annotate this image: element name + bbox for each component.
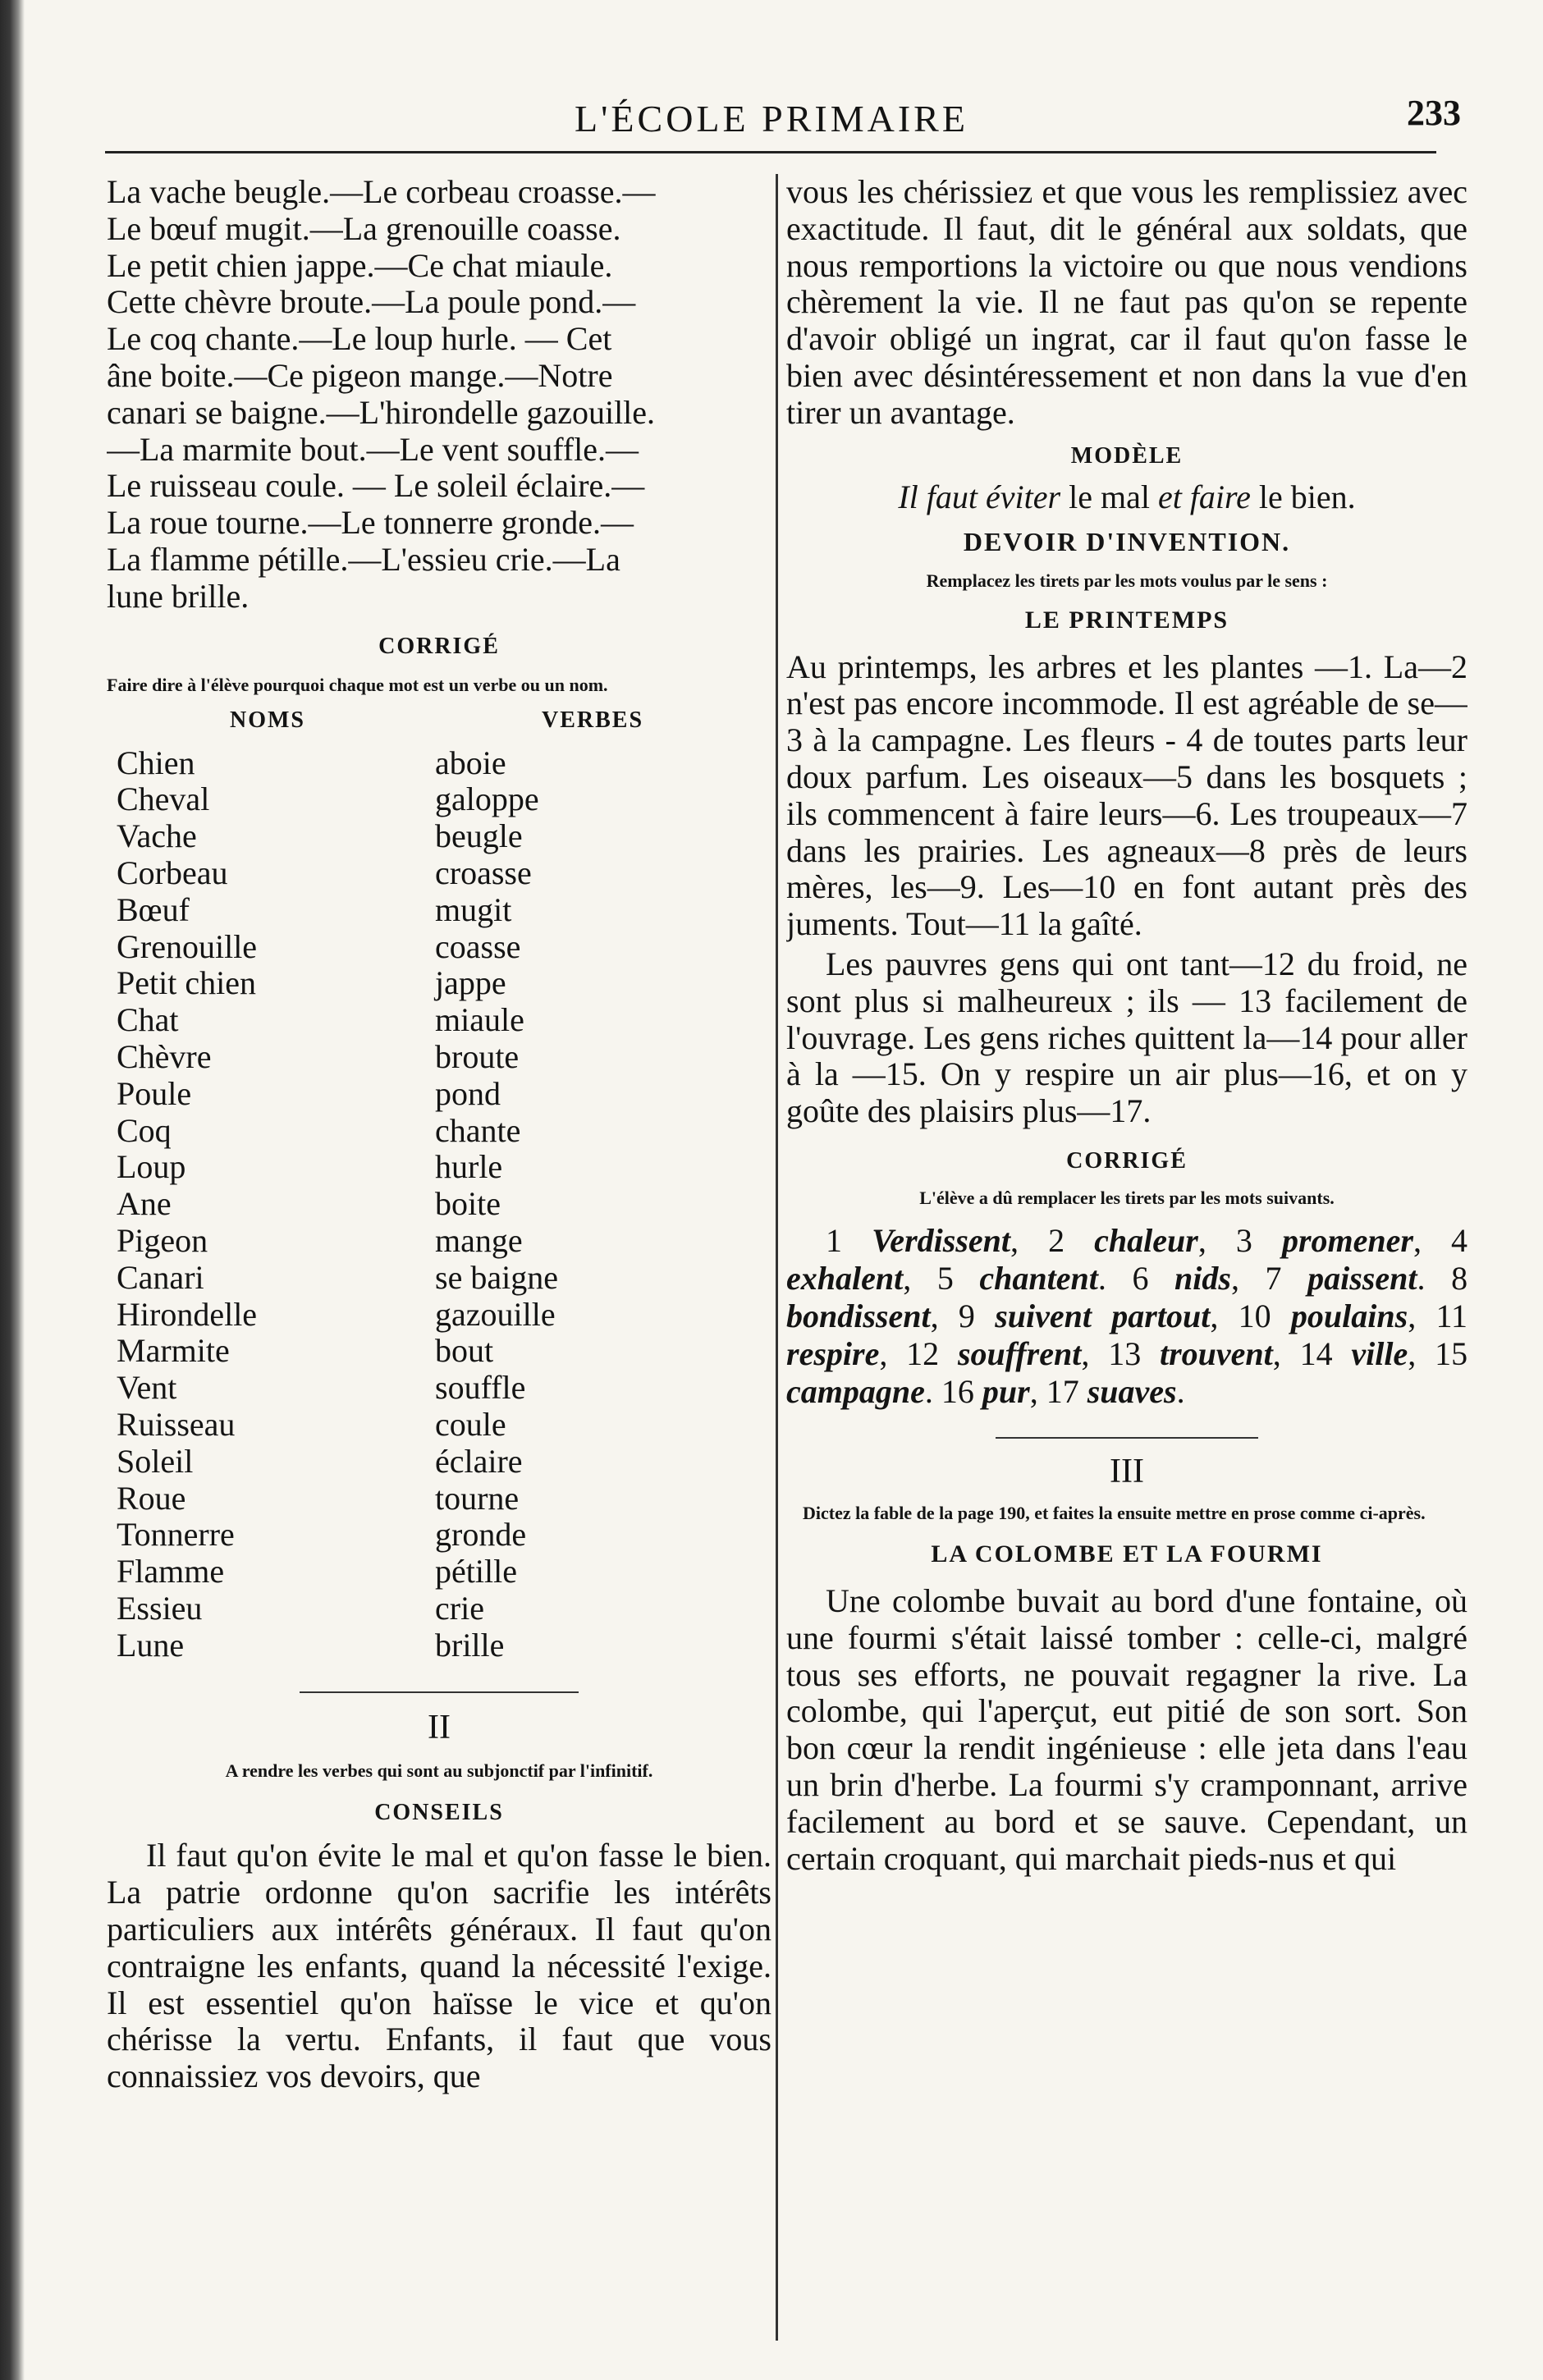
answer-word: suivent partout bbox=[995, 1297, 1211, 1334]
answer-word: chaleur bbox=[1094, 1221, 1198, 1259]
verb-cell: jappe bbox=[435, 964, 506, 1002]
noun-cell: Roue bbox=[117, 1479, 186, 1517]
table-row bbox=[107, 1002, 772, 1039]
intro-line: Cette chèvre broute.—La poule pond.— bbox=[107, 283, 636, 321]
intro-line: canari se baigne.—L'hirondelle gazouille. bbox=[107, 393, 656, 431]
modele-part: et faire bbox=[1157, 478, 1251, 515]
answer-word: nids bbox=[1174, 1259, 1231, 1297]
verb-cell: broute bbox=[435, 1037, 520, 1075]
modele-part: éviter bbox=[986, 478, 1061, 515]
right-column bbox=[786, 174, 1467, 2349]
noun-cell: Poule bbox=[117, 1074, 192, 1112]
verb-cell: tourne bbox=[435, 1479, 520, 1517]
table-row bbox=[107, 965, 772, 1002]
noun-verb-table-header bbox=[107, 707, 772, 734]
noun-cell: Cheval bbox=[117, 780, 210, 818]
table-row bbox=[107, 1627, 772, 1664]
verb-cell: gronde bbox=[435, 1516, 527, 1554]
noun-cell: Vache bbox=[117, 817, 197, 855]
answer-word: exhalent bbox=[786, 1259, 904, 1297]
intro-line: lune brille. bbox=[107, 577, 250, 615]
verb-cell: pétille bbox=[435, 1553, 517, 1590]
verb-cell: hurle bbox=[435, 1148, 503, 1186]
noun-cell: Bœuf bbox=[117, 890, 190, 928]
answer-word: promener bbox=[1281, 1221, 1413, 1259]
table-row bbox=[107, 1113, 772, 1150]
corrige-heading-right: CORRIGÉ bbox=[1066, 1147, 1188, 1174]
verb-cell: coasse bbox=[435, 927, 521, 965]
noun-cell: Coq bbox=[117, 1111, 172, 1149]
verb-cell: galoppe bbox=[435, 780, 539, 818]
nouns-column-header: NOMS bbox=[230, 707, 305, 733]
answer-number: 12 bbox=[906, 1334, 940, 1372]
noun-cell: Tonnerre bbox=[117, 1516, 235, 1554]
answer-number: 11 bbox=[1435, 1297, 1467, 1334]
noun-cell: Loup bbox=[117, 1148, 186, 1186]
column-divider bbox=[776, 174, 778, 2341]
table-row bbox=[107, 855, 772, 892]
intro-line: Le bœuf mugit.—La grenouille coasse. bbox=[107, 209, 621, 247]
answer-number: 6 bbox=[1132, 1259, 1149, 1297]
noun-cell: Corbeau bbox=[117, 854, 228, 891]
table-row bbox=[107, 929, 772, 966]
fable-text: Une colombe buvait au bord d'une fontaine, où une fourmi s'était laissé tomber : celle-ci, malgré tous ses efforts, ne pouvait regagner la rive. La colombe, qui l'aperçut, eut pitié de son sort. Son bon cœur la rendit ingénieuse : elle jeta dans l'eau un brin d'herbe. La fourmi s'y cramponnant, arrive facilement au bord et se sauve. Cependant, un certain croquant, qui marchait pieds-nus et qui bbox=[786, 1581, 1467, 1877]
conseils-heading: CONSEILS bbox=[374, 1800, 504, 1826]
modele-part: le bien. bbox=[1250, 478, 1356, 515]
modele-part: le mal bbox=[1060, 478, 1158, 515]
noun-cell: Lune bbox=[117, 1626, 185, 1664]
verb-cell: se baigne bbox=[435, 1258, 558, 1296]
left-column bbox=[107, 174, 772, 2349]
verb-cell: croasse bbox=[435, 854, 532, 891]
verb-cell: miaule bbox=[435, 1001, 524, 1039]
table-row bbox=[107, 1517, 772, 1554]
printemps-paragraph: Les pauvres gens qui ont tant—12 du froid, ne sont plus si malheureux ; ils — 13 facilement de l'ouvrage. Les gens riches quittent la—14 pour aller à la —15. On y respire un air plus—16, et on y goûte des plaisirs plus—17. bbox=[786, 945, 1467, 1130]
section-three-instruction: Dictez la fable de la page 190, et faites la ensuite mettre en prose comme ci-après. bbox=[803, 1502, 1426, 1523]
verb-cell: mugit bbox=[435, 890, 512, 928]
answer-number: 1 bbox=[826, 1221, 842, 1259]
intro-line: Le coq chante.—Le loup hurle. — Cet bbox=[107, 320, 612, 358]
table-row bbox=[107, 1149, 772, 1186]
answer-word: poulains bbox=[1290, 1297, 1408, 1334]
table-row bbox=[107, 745, 772, 782]
section-three-numeral: III bbox=[1110, 1452, 1144, 1490]
answer-word: suaves bbox=[1087, 1372, 1177, 1410]
noun-cell: Vent bbox=[117, 1369, 177, 1407]
answer-word: Verdissent bbox=[872, 1221, 1010, 1259]
devoir-instruction: Remplacez les tirets par les mots voulus par le sens : bbox=[926, 570, 1328, 591]
verb-cell: aboie bbox=[435, 744, 506, 781]
answers-list: 1 Verdissent, 2 chaleur, 3 promener, 4 exhalent, 5 chantent. 6 nids, 7 paissent. 8 bondissent, 9 suivent partout, 10 poulains, 11 respire, 12 souffrent, 13 trouvent, 14 ville, 15 campagne. 16 pur, 17 suaves. bbox=[786, 1221, 1467, 1410]
table-row bbox=[107, 1039, 772, 1076]
noun-cell: Flamme bbox=[117, 1553, 225, 1590]
answer-number: 8 bbox=[1451, 1259, 1467, 1297]
section-rule bbox=[996, 1437, 1258, 1439]
intro-line: Le ruisseau coule. — Le soleil éclaire.— bbox=[107, 467, 645, 505]
noun-cell: Chèvre bbox=[117, 1037, 212, 1075]
intro-line: âne boite.—Ce pigeon mange.—Notre bbox=[107, 356, 613, 394]
printemps-title: LE PRINTEMPS bbox=[1024, 606, 1229, 634]
table-row bbox=[107, 781, 772, 818]
table-row bbox=[107, 1223, 772, 1260]
verb-cell: crie bbox=[435, 1589, 484, 1627]
noun-cell: Chien bbox=[117, 744, 195, 781]
table-row bbox=[107, 1333, 772, 1370]
answer-number: 15 bbox=[1435, 1334, 1467, 1372]
page-number: 233 bbox=[1407, 93, 1461, 133]
modele-heading: MODÈLE bbox=[1070, 442, 1184, 469]
continuation-text: vous les chérissiez et que vous les remplissiez avec exactitude. Il faut, dit le général aux soldats, que nous remportions la victoire ou que nous vendions chèrement la vie. Il ne faut pas qu'on se repente d'avoir obligé un ingrat, car il faut qu'on fasse le bien avec désintéressement et non dans la vue d'en tirer un avantage. bbox=[786, 174, 1467, 431]
modele-part: Il faut bbox=[898, 478, 978, 515]
verb-cell: brille bbox=[435, 1626, 505, 1664]
table-row bbox=[107, 1407, 772, 1444]
page-header-title: L'ÉCOLE PRIMAIRE bbox=[575, 98, 968, 140]
intro-line: Le petit chien jappe.—Ce chat miaule. bbox=[107, 246, 613, 284]
answer-number: 10 bbox=[1238, 1297, 1271, 1334]
table-row bbox=[107, 1076, 772, 1113]
answer-number: 17 bbox=[1046, 1372, 1079, 1410]
answer-number: 14 bbox=[1299, 1334, 1333, 1372]
fable-title: LA COLOMBE ET LA FOURMI bbox=[931, 1540, 1323, 1568]
conseils-text: Il faut qu'on évite le mal et qu'on fasse le bien. La patrie ordonne qu'on sacrifie les intérêts particuliers aux intérêts généraux. Il faut qu'on contraigne les enfants, quand la nécessité l'exige. Il est essentiel qu'on haïsse le vice et qu'on chérisse la vertu. Enfants, il faut que vous connaissiez vos devoirs, que bbox=[107, 1837, 772, 2095]
printemps-paragraph: Au printemps, les arbres et les plantes —1. La—2 n'est pas encore incommode. Il est agréable de se—3 à la campagne. Les fleurs - 4 de toutes parts leur doux parfum. Les oiseaux—5 dans les bosquets ; ils commencent à faire leurs—6. Les troupeaux—7 dans les prairies. Les agneaux—8 près de leurs mères, les—9. Les—10 en font autant près des juments. Tout—11 la gaîté. bbox=[786, 648, 1467, 943]
answer-number: 3 bbox=[1235, 1221, 1252, 1259]
noun-cell: Petit chien bbox=[117, 964, 256, 1002]
table-row bbox=[107, 1260, 772, 1297]
answer-word: souffrent bbox=[957, 1334, 1082, 1372]
answer-word: trouvent bbox=[1160, 1334, 1273, 1372]
section-rule bbox=[300, 1691, 579, 1693]
answer-number: 9 bbox=[958, 1297, 975, 1334]
answer-number: 4 bbox=[1451, 1221, 1467, 1259]
verb-cell: éclaire bbox=[435, 1442, 523, 1480]
corrige-heading-left: CORRIGÉ bbox=[378, 633, 500, 659]
verb-cell: coule bbox=[435, 1405, 506, 1443]
table-row bbox=[107, 818, 772, 855]
intro-sentences bbox=[107, 174, 772, 616]
table-row bbox=[107, 1370, 772, 1407]
modele-sentence bbox=[786, 478, 1467, 517]
verb-cell: beugle bbox=[435, 817, 523, 855]
noun-cell: Chat bbox=[117, 1001, 179, 1039]
verb-cell: souffle bbox=[435, 1369, 526, 1407]
table-row bbox=[107, 1590, 772, 1627]
answer-word: paissent bbox=[1307, 1259, 1417, 1297]
verbs-column-header: VERBES bbox=[542, 707, 644, 733]
intro-line: La roue tourne.—Le tonnerre gronde.— bbox=[107, 504, 634, 542]
noun-cell: Pigeon bbox=[117, 1221, 208, 1259]
noun-cell: Ruisseau bbox=[117, 1405, 236, 1443]
table-row bbox=[107, 892, 772, 929]
answer-number: 2 bbox=[1048, 1221, 1065, 1259]
noun-verb-table bbox=[107, 745, 772, 1664]
answer-word: ville bbox=[1351, 1334, 1408, 1372]
noun-cell: Ane bbox=[117, 1185, 172, 1223]
answer-word: bondissent bbox=[786, 1297, 931, 1334]
answer-word: campagne bbox=[786, 1372, 925, 1410]
intro-line: La flamme pétille.—L'essieu crie.—La bbox=[107, 540, 620, 578]
table-row bbox=[107, 1444, 772, 1481]
verb-cell: mange bbox=[435, 1221, 523, 1259]
answer-word: respire bbox=[786, 1334, 880, 1372]
verb-cell: chante bbox=[435, 1111, 521, 1149]
corrige-instruction-right: L'élève a dû remplacer les tirets par les mots suivants. bbox=[919, 1187, 1335, 1208]
verb-cell: gazouille bbox=[435, 1295, 556, 1333]
intro-line: La vache beugle.—Le corbeau croasse.— bbox=[107, 174, 656, 210]
answer-number: 5 bbox=[936, 1259, 954, 1297]
devoir-heading: DEVOIR D'INVENTION. bbox=[963, 526, 1291, 556]
noun-cell: Canari bbox=[117, 1258, 204, 1296]
answer-number: 13 bbox=[1108, 1334, 1142, 1372]
table-row bbox=[107, 1481, 772, 1517]
noun-cell: Marmite bbox=[117, 1332, 230, 1370]
noun-cell: Grenouille bbox=[117, 927, 258, 965]
verb-cell: boite bbox=[435, 1185, 501, 1223]
answer-number: 16 bbox=[941, 1372, 974, 1410]
section-two-numeral: II bbox=[428, 1709, 451, 1747]
answer-word: pur bbox=[982, 1372, 1030, 1410]
corrige-instruction-left: Faire dire à l'élève pourquoi chaque mot est un verbe ou un nom. bbox=[107, 674, 608, 695]
table-row bbox=[107, 1554, 772, 1590]
noun-cell: Hirondelle bbox=[117, 1295, 258, 1333]
intro-line: —La marmite bout.—Le vent souffle.— bbox=[107, 430, 639, 468]
noun-cell: Soleil bbox=[117, 1442, 194, 1480]
verb-cell: pond bbox=[435, 1074, 501, 1112]
table-row bbox=[107, 1186, 772, 1223]
noun-cell: Essieu bbox=[117, 1589, 203, 1627]
table-row bbox=[107, 1297, 772, 1334]
book-spine-shadow bbox=[0, 0, 25, 2380]
section-two-instruction: A rendre les verbes qui sont au subjonctif par l'infinitif. bbox=[225, 1760, 653, 1782]
answer-word: chantent bbox=[979, 1259, 1098, 1297]
header-rule bbox=[105, 151, 1436, 153]
answer-number: 7 bbox=[1265, 1259, 1282, 1297]
verb-cell: bout bbox=[435, 1332, 494, 1370]
